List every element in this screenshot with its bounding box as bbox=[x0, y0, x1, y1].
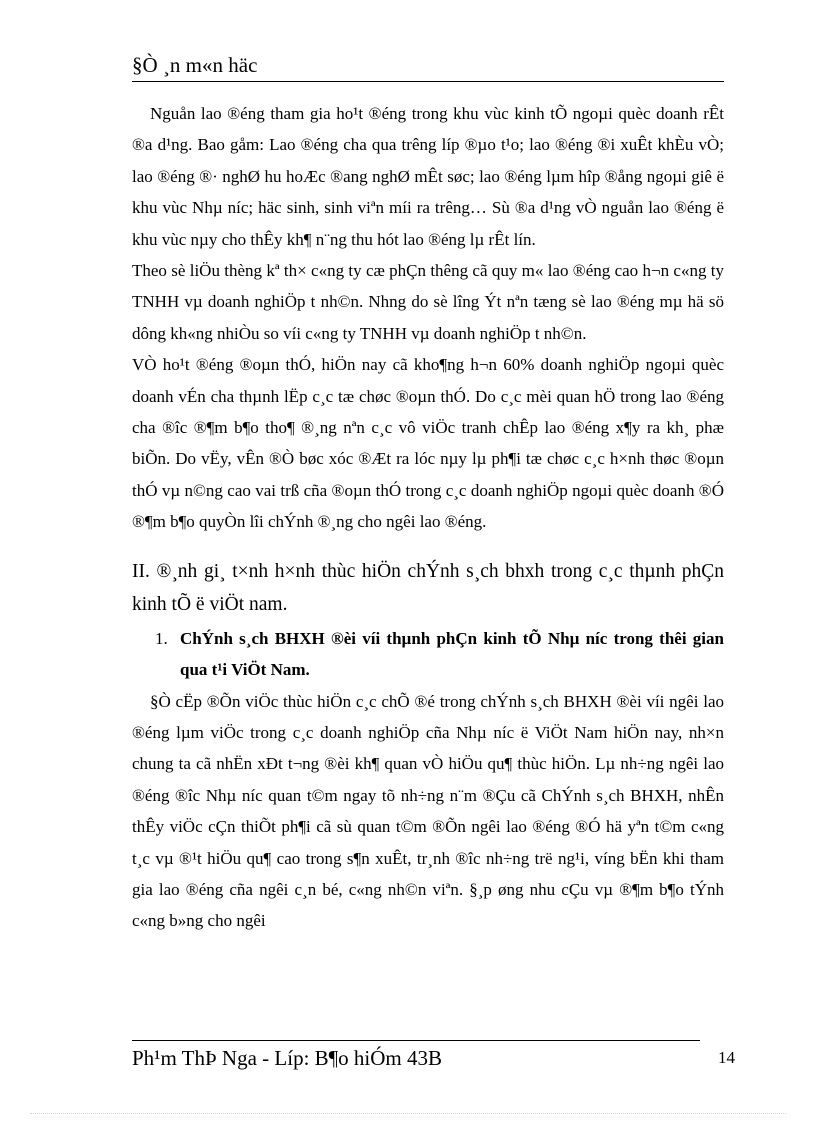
subsection-title: ChÝnh s¸ch BHXH ®èi víi thµnh phÇn kinh tÕ Nhµ níc trong thêi gian qua t¹i ViÖt Nam. bbox=[180, 628, 724, 680]
subsection-heading bbox=[132, 623, 724, 686]
footer-divider bbox=[132, 1040, 700, 1041]
header-title: §Ò ¸n m«n häc bbox=[132, 53, 258, 77]
page-bottom-divider bbox=[30, 1113, 786, 1114]
paragraph-3: VÒ ho¹t ®éng ®oµn thÓ, hiÖn nay cã kho¶ng h¬n 60% doanh nghiÖp ngoµi quèc doanh vÉn cha thµnh lËp c¸c tæ chøc ®oµn thÓ. Do c¸c mèi quan hÖ trong lao ®éng cha ®îc ®¶m b¶o tho¶ ®¸ng nªn c¸c vô viÖc tranh chÊp lao ®éng x¶y ra kh¸ phæ biÕn. Do vËy, vÊn ®Ò bøc xóc ®Æt ra lóc nµy lµ ph¶i tæ chøc c¸c h×nh thøc ®oµn thÓ vµ n©ng cao vai trß cña ®oµn thÓ trong c¸c doanh nghiÖp ngoµi quèc doanh ®Ó ®¶m b¶o quyÒn lîi chÝnh ®¸ng cho ngêi lao ®éng. bbox=[132, 355, 724, 532]
page-header bbox=[132, 52, 724, 82]
footer-author: Ph¹m ThÞ Nga - Líp: B¶o hiÓm 43B bbox=[132, 1046, 443, 1070]
section-heading: II. ®¸nh gi¸ t×nh h×nh thùc hiÖn chÝnh s¸ch bhxh trong c¸c thµnh phÇn kinh tÕ ë viÖt nam. bbox=[132, 560, 724, 615]
paragraph-1: Nguån lao ®éng tham gia ho¹t ®éng trong khu vùc kinh tÕ ngoµi quèc doanh rÊt ®a d¹ng. Bao gåm: Lao ®éng cha qua trêng líp ®µo t¹o; lao ®éng ®i xuÊt khÈu vÒ; lao ®éng ®· nghØ hu hoÆc ®ang nghØ mÊt søc; lao ®éng lµm hîp ®ång ngoµi giê ë khu vùc Nhµ níc; häc sinh, sinh viªn míi ra trêng… Sù ®a d¹ng vÒ nguån lao ®éng ë khu vùc nµy cho thÊy kh¶ n¨ng thu hót lao ®éng lµ rÊt lín. bbox=[132, 104, 724, 249]
page-number: 14 bbox=[718, 1048, 735, 1067]
subsection-number: 1. bbox=[155, 628, 168, 648]
paragraph-2: Theo sè liÖu thèng kª th× c«ng ty cæ phÇn thêng cã quy m« lao ®éng cao h¬n c«ng ty TNHH vµ doanh nghiÖp t nh©n. Nhng do sè lîng Ýt nªn tæng sè lao ®éng mµ hä sö dông kh«ng nhiÒu so víi c«ng ty TNHH vµ doanh nghiÖp t nh©n. bbox=[132, 261, 724, 343]
paragraph-4: §Ò cËp ®Õn viÖc thùc hiÖn c¸c chÕ ®é trong chÝnh s¸ch BHXH ®èi víi ngêi lao ®éng lµm viÖc trong c¸c doanh nghiÖp cña Nhµ níc ë ViÖt Nam hiÖn nay, nh×n chung ta cã nhËn xÐt t¬ng ®èi kh¶ quan vÒ hiÖu qu¶ thùc hiÖn. Lµ nh÷ng ngêi lao ®éng ®îc Nhµ níc quan t©m ngay tõ nh÷ng n¨m ®Çu cã ChÝnh s¸ch BHXH, nhÊn thÊy viÖc cÇn thiÕt ph¶i cã sù quan t©m ®Õn ngêi lao ®éng ®Ó hä yªn t©m c«ng t¸c vµ ®¹t hiÖu qu¶ cao trong s¶n xuÊt, tr¸nh ®îc nh÷ng trë ng¹i, víng bËn khi tham gia lao ®éng cña ngêi c¸n bé, c«ng nh©n viªn. §¸p øng nhu cÇu vµ ®¶m b¶o tÝnh c«ng b»ng cho ngêi bbox=[132, 691, 724, 931]
body-text bbox=[132, 98, 724, 937]
